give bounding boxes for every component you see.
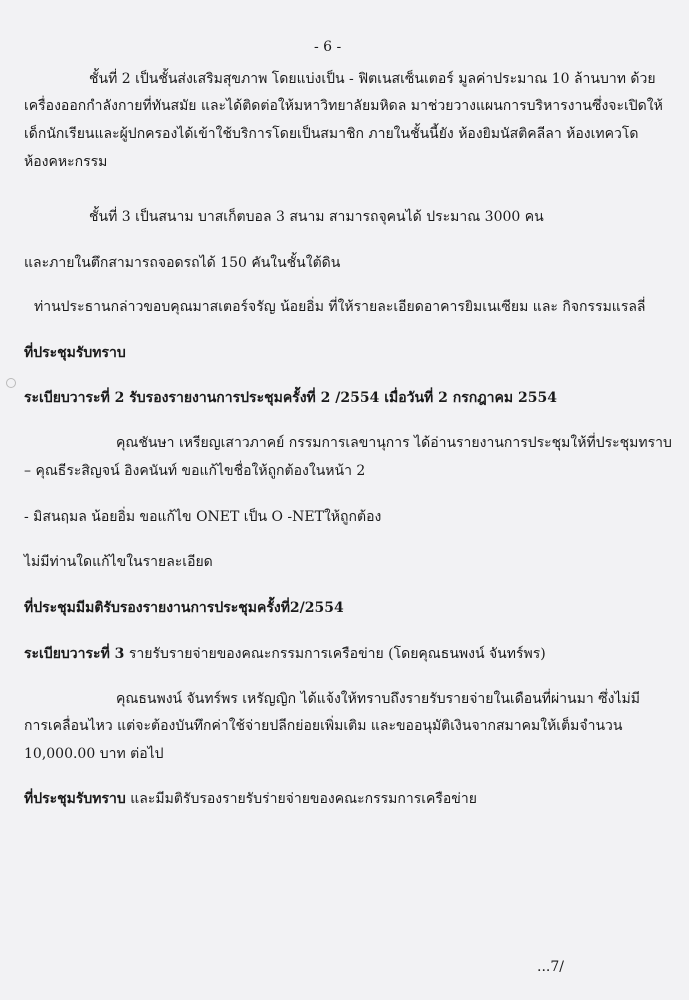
agenda-2-heading: ระเบียบวาระที่ 2 รับรองรายงานการประชุมครั้งที่ 2 /2554 เมื่อวันที่ 2 กรกฎาคม 2554: [24, 390, 557, 406]
agenda-2-line2: – คุณธีระสิญจน์ อิงคนันท์ ขอแก้ไขชื่อให้ถูกต้องในหน้า 2: [24, 463, 366, 479]
agenda-2-line4: ไม่มีท่านใดแก้ไขในรายละเอียด: [24, 554, 213, 570]
agenda-3-resolution-text: และมีมติรับรองรายรับร่ายจ่ายของคณะกรรมการเครือข่าย: [125, 791, 477, 807]
agenda-3-line1: คุณธนพงน์ จันทร์พร เหรัญญิก ได้แจ้งให้ทราบถึงรายรับรายจ่ายในเดือนที่ผ่านมา ซึ่งไม่มี: [116, 691, 641, 707]
scan-mark: [6, 378, 16, 388]
agenda-2-line3: - มิสนฤมล น้อยอิ่ม ขอแก้ไข ONET เป็น O -NETให้ถูกต้อง: [24, 509, 382, 525]
floor3-line1: ชั้นที่ 3 เป็นสนาม บาสเก็ตบอล 3 สนาม สามารถจุคนได้ ประมาณ 3000 คน: [89, 209, 544, 225]
agenda-3-heading-title: รายรับรายจ่ายของคณะกรรมการเครือข่าย (โดยคุณธนพงน์ จันทร์พร): [124, 646, 546, 662]
agenda-3-line2: การเคลื่อนไหว แต่จะต้องบันทึกค่าใช้จ่ายปลีกย่อยเพิ่มเติม และขออนุมัติเงินจากสมาคมให้เต็มจำนวน: [24, 718, 623, 734]
agenda-3-heading: [24, 645, 546, 663]
floor2-line2: เครื่องออกกำลังกายที่ทันสมัย และได้ติดต่อให้มหาวิทยาลัยมหิดล มาช่วยวางแผนการบริหารงานซึ่งจะเปิดให้: [24, 98, 663, 114]
agenda-2-line1: คุณชันษา เหรียญเสาวภาคย์ กรรมการเลขานุการ ได้อ่านรายงานการประชุมให้ที่ประชุมทราบ: [116, 435, 672, 451]
next-page-indicator: ...7/: [537, 959, 564, 975]
floor2-line3: เด็กนักเรียนและผู้ปกครองได้เข้าใช้บริการโดยเป็นสมาชิก ภายในชั้นนี้ยัง ห้องยิมนัสติคลีลา ห้องเทควโด: [24, 126, 639, 142]
floor3-line2: และภายในตึกสามารถจอดรถได้ 150 คันในชั้นใต้ดิน: [24, 255, 341, 271]
floor2-line4: ห้องคหะกรรม: [24, 154, 108, 170]
agenda-3-resolution: [24, 790, 477, 808]
acknowledged-heading: ที่ประชุมรับทราบ: [24, 345, 126, 361]
floor2-line1: ชั้นที่ 2 เป็นชั้นส่งเสริมสุขภาพ โดยแบ่งเป็น - ฟิตเนสเซ็นเตอร์ มูลค่าประมาณ 10 ล้านบาท ด้วย: [89, 71, 656, 87]
page-number: - 6 -: [314, 39, 342, 55]
agenda-3-heading-label: ระเบียบวาระที่ 3: [24, 646, 125, 662]
agenda-3-resolution-label: ที่ประชุมรับทราบ: [24, 791, 126, 807]
agenda-3-line3: 10,000.00 บาท ต่อไป: [24, 746, 164, 762]
chairman-thanks: ท่านประธานกล่าวขอบคุณมาสเตอร์จรัญ น้อยอิ่ม ที่ให้รายละเอียดอาคารยิมเนเซียม และ กิจกรรมแรลลี่: [34, 299, 646, 315]
agenda-2-resolution: ที่ประชุมมีมติรับรองรายงานการประชุมครั้งที่2/2554: [24, 600, 344, 616]
